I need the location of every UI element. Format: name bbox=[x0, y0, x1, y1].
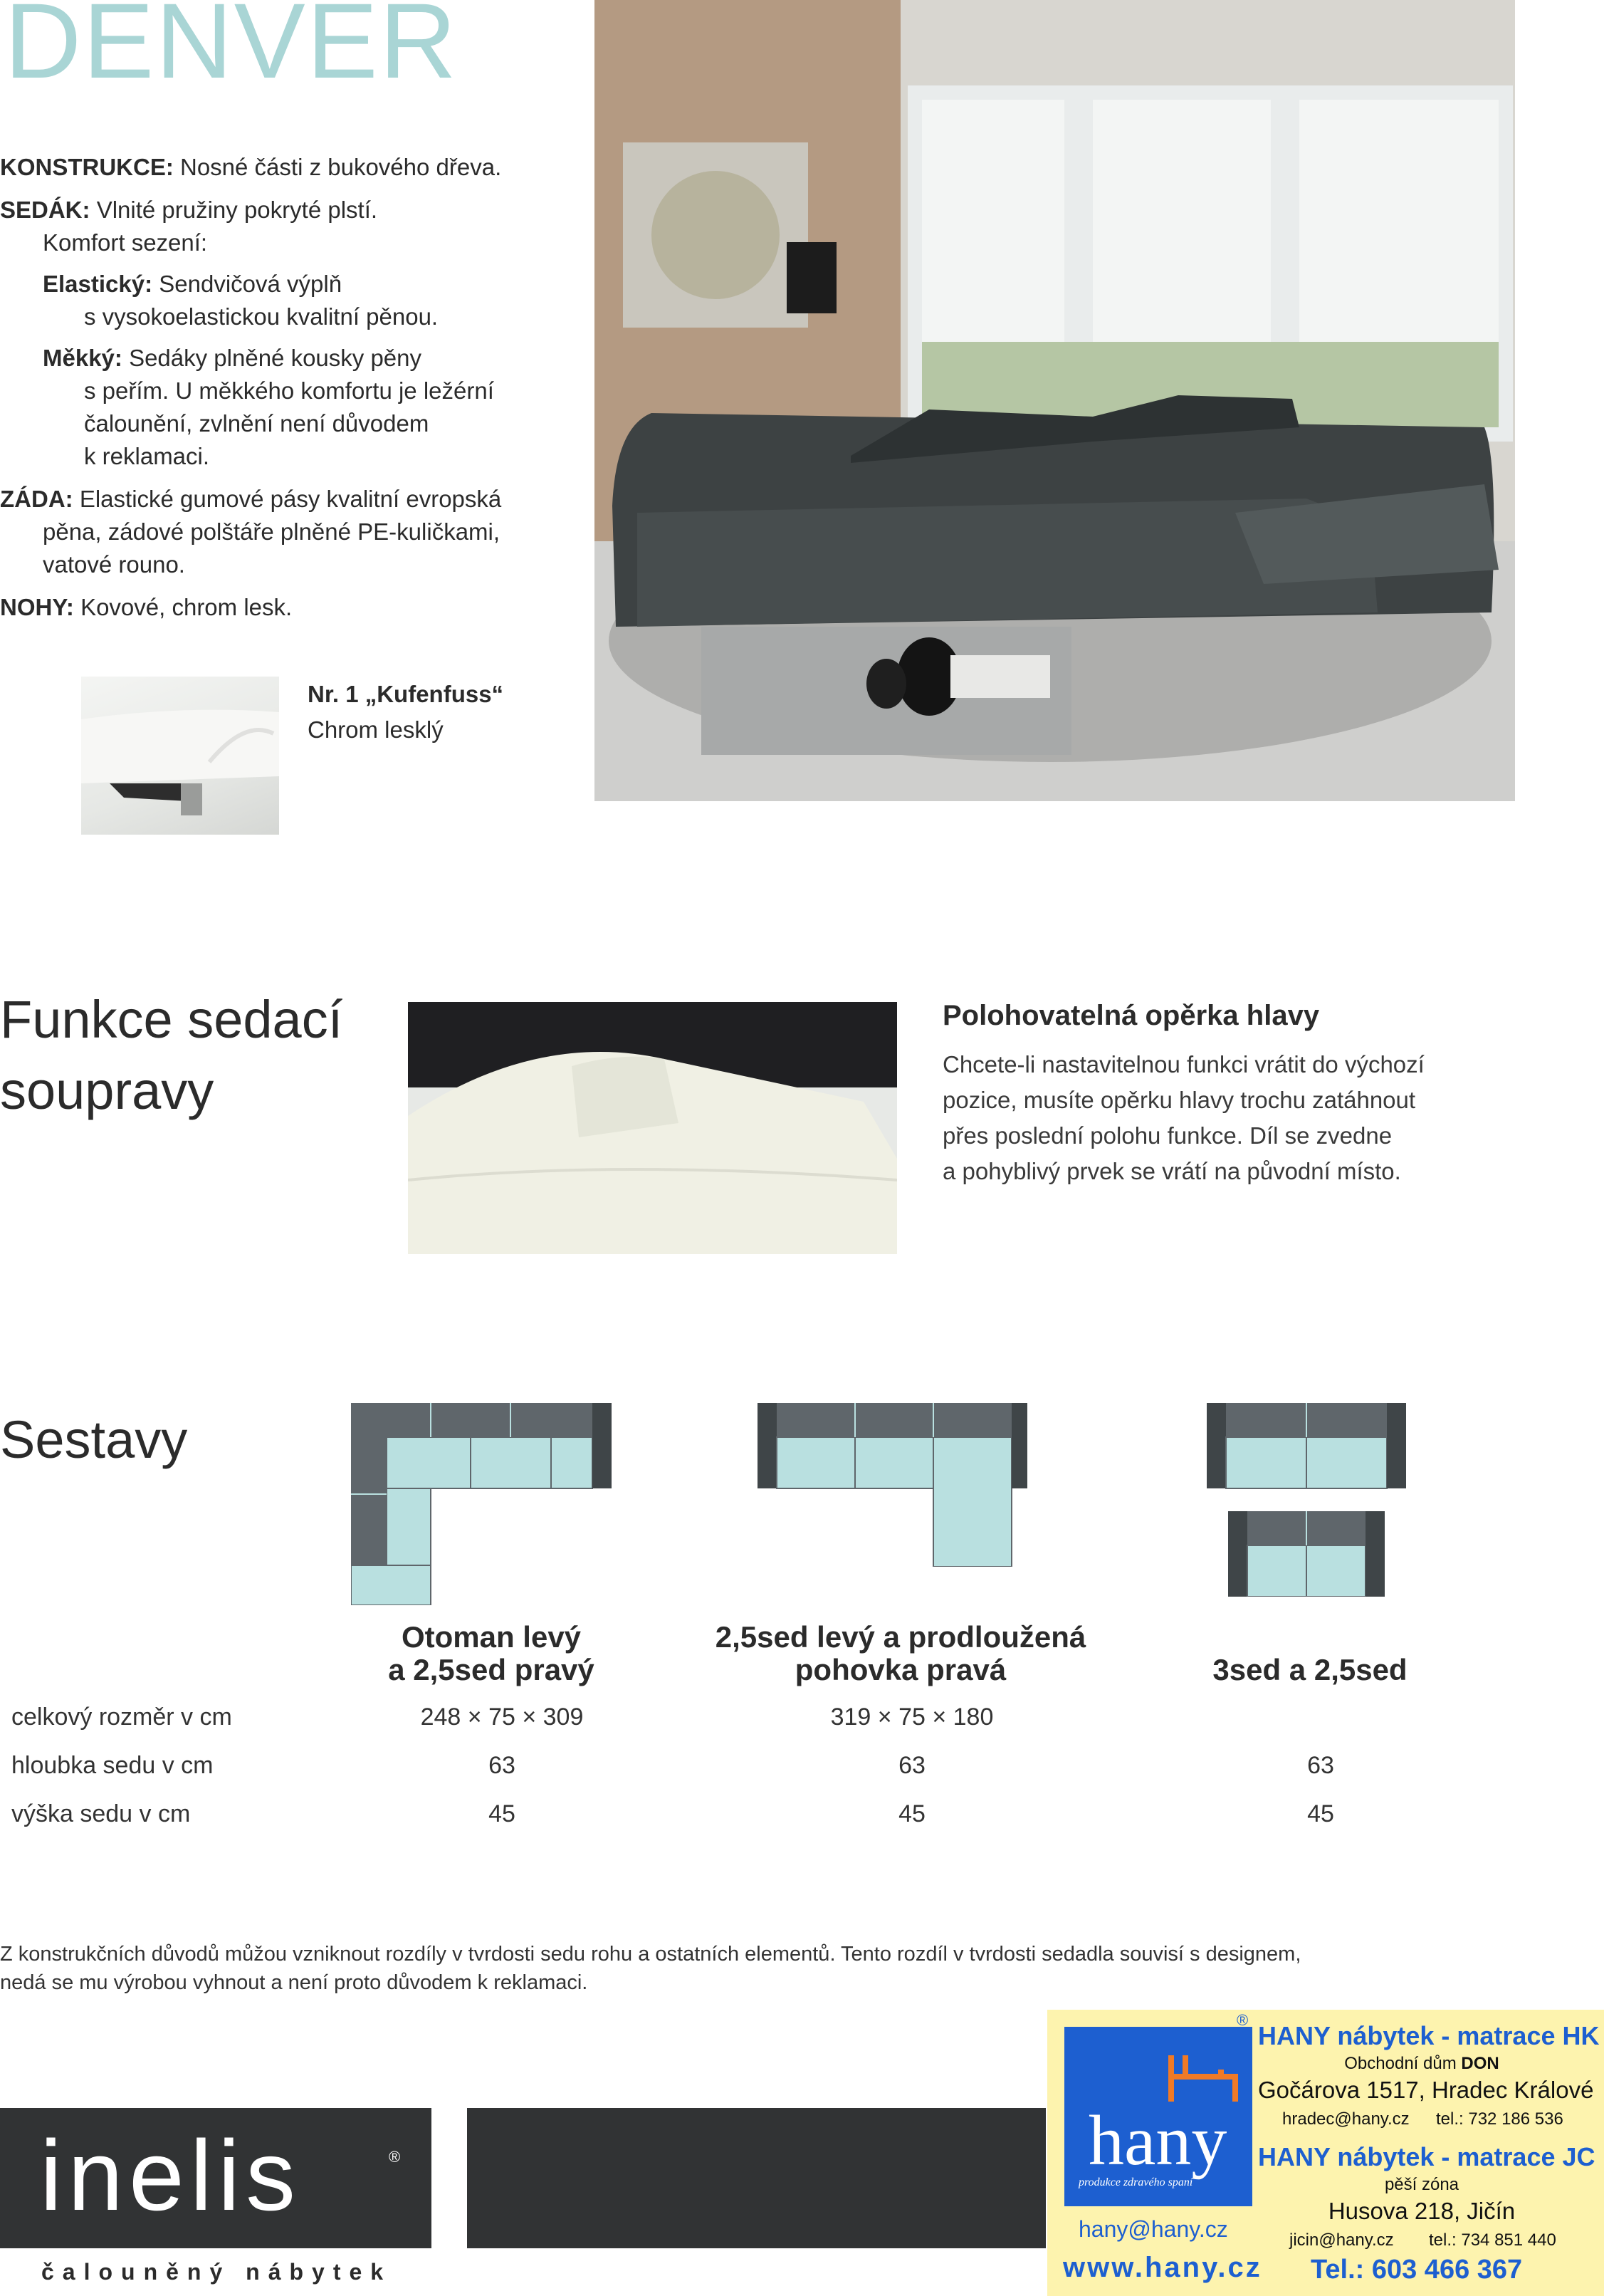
store2-address: Husova 218, Jičín bbox=[1328, 2198, 1516, 2224]
sofa-scene-illustration bbox=[594, 0, 1515, 801]
module-seat bbox=[855, 1437, 933, 1488]
spec-elasticky: Elastický: Sendvičová výplň bbox=[43, 271, 342, 297]
spec-nohy: NOHY: Kovové, chrom lesk. bbox=[0, 594, 293, 620]
brand-tagline: čalouněný nábytek bbox=[41, 2259, 392, 2285]
module-seat bbox=[1306, 1437, 1387, 1488]
feature-title: Polohovatelná opěrka hlavy bbox=[943, 1000, 1320, 1031]
disclaimer-note: Z konstrukčních důvodů můžou vzniknout rozdíly v tvrdosti sedu rohu a ostatních elementů. Tento rozdíl v tvrdosti sedadla souvisí s designem, nedá se mu výrobou vyhnout a není proto důvodem k reklamaci. bbox=[0, 1943, 1301, 1994]
module-arm bbox=[1012, 1403, 1027, 1488]
module-seat bbox=[1306, 1545, 1366, 1597]
spec-zada-3: vatové rouno. bbox=[43, 551, 185, 578]
spec-elasticky-2: s vysokoelastickou kvalitní pěnou. bbox=[84, 303, 439, 330]
spec-zada-2: pěna, zádové polštáře plněné PE-kuličkami, bbox=[43, 518, 500, 545]
module-arm bbox=[592, 1403, 612, 1488]
module-seat bbox=[551, 1437, 592, 1488]
module-back bbox=[777, 1403, 1012, 1439]
dealer-box bbox=[1047, 2010, 1604, 2296]
store2-phone: tel.: 734 851 440 bbox=[1429, 2230, 1556, 2250]
footer-dark-bar bbox=[467, 2108, 1046, 2248]
config-diagram-3 bbox=[1207, 1403, 1406, 1597]
functions-heading: Funkce sedací soupravy bbox=[0, 990, 343, 1120]
store2-email: jicin@hany.cz bbox=[1289, 2230, 1394, 2250]
hany-logo: hany produkce zdravého spaní bbox=[1064, 2027, 1252, 2206]
dimensions-table bbox=[11, 1703, 1435, 1849]
headrest-illustration bbox=[408, 1002, 897, 1254]
leg-caption bbox=[308, 677, 503, 748]
module-chaise-end bbox=[351, 1565, 431, 1605]
module-arm bbox=[1366, 1511, 1385, 1597]
store2-title: HANY nábytek - matrace JC bbox=[1258, 2142, 1595, 2171]
spec-komfort: Komfort sezení: bbox=[43, 229, 208, 256]
specs bbox=[0, 151, 584, 624]
module-arm bbox=[1387, 1403, 1406, 1488]
leg-name: Nr. 1 „Kufenfuss“ bbox=[308, 681, 504, 707]
spec-mekky: Měkký: Sedáky plněné kousky pěny bbox=[43, 345, 421, 371]
leg-image bbox=[81, 677, 279, 835]
page-title: DENVER bbox=[4, 0, 458, 100]
headrest-photo bbox=[408, 1002, 897, 1254]
dealer-tel: Tel.: 603 466 367 bbox=[1311, 2255, 1523, 2285]
table-row: celkový rozměr v cm 248 × 75 × 309 319 × 75 × 180 bbox=[11, 1703, 994, 1731]
bed-icon bbox=[1164, 2041, 1242, 2105]
config-title-2: 2,5sed levý a prodloužená pohovka pravá bbox=[715, 1620, 1086, 1686]
store1-subtitle: Obchodní dům DON bbox=[1344, 2054, 1499, 2073]
module-arm bbox=[758, 1403, 777, 1488]
module-arm bbox=[1207, 1403, 1226, 1488]
table-row: výška sedu v cm 45 45 45 bbox=[11, 1800, 1334, 1827]
dealer-email[interactable]: hany@hany.cz bbox=[1079, 2216, 1228, 2242]
config-title-3: 3sed a 2,5sed bbox=[1212, 1653, 1408, 1686]
sestavy-heading: Sestavy bbox=[0, 1410, 188, 1469]
config-diagram-2 bbox=[758, 1403, 1028, 1567]
spec-mekky-2: s peřím. U měkkého komfortu je ležérní bbox=[84, 377, 494, 404]
hero-photo bbox=[594, 0, 1515, 801]
spec-mekky-3: čalounění, zvlnění není důvodem bbox=[84, 410, 429, 437]
dealer-registered-mark: ® bbox=[1237, 2011, 1249, 2029]
spec-zada: ZÁDA: Elastické gumové pásy kvalitní evropská bbox=[0, 486, 502, 512]
store1-phone: tel.: 732 186 536 bbox=[1436, 2109, 1563, 2129]
store1-title: HANY nábytek - matrace HK bbox=[1258, 2021, 1600, 2050]
module-seat bbox=[387, 1437, 471, 1488]
leg-illustration bbox=[81, 677, 279, 835]
config-title-1: Otoman levý a 2,5sed pravý bbox=[388, 1620, 594, 1686]
dealer-web[interactable]: www.hany.cz bbox=[1063, 2252, 1262, 2283]
spec-mekky-4: k reklamaci. bbox=[84, 443, 210, 469]
inelis-logo: inelis bbox=[40, 2119, 302, 2231]
leg-finish: Chrom lesklý bbox=[308, 716, 444, 743]
feature-text: Chcete-li nastavitelnou funkci vrátit do výchozí pozice, musíte opěrku hlavy trochu zatáhnout přes poslední polohu funkce. Díl se zvedne a pohyblivý prvek se vrátí na původní místo. bbox=[943, 1051, 1425, 1184]
module-seat bbox=[1226, 1437, 1306, 1488]
inelis-logo-box bbox=[0, 2108, 431, 2248]
module-chaise bbox=[933, 1437, 1012, 1567]
module-seat bbox=[471, 1437, 551, 1488]
spec-konstrukce: KONSTRUKCE: Nosné části z bukového dřeva. bbox=[0, 154, 502, 180]
store1-email: hradec@hany.cz bbox=[1282, 2109, 1410, 2129]
registered-mark: ® bbox=[389, 2148, 401, 2166]
config-diagram-1 bbox=[351, 1403, 614, 1605]
module-seat bbox=[1247, 1545, 1306, 1597]
store2-subtitle: pěší zóna bbox=[1384, 2175, 1459, 2194]
module-arm bbox=[1228, 1511, 1247, 1597]
store1-address: Gočárova 1517, Hradec Králové bbox=[1258, 2077, 1594, 2103]
module-seat bbox=[777, 1437, 855, 1488]
table-row: hloubka sedu v cm 63 63 63 bbox=[11, 1752, 1334, 1779]
spec-sedak: SEDÁK: Vlnité pružiny pokryté plstí. bbox=[0, 197, 378, 223]
